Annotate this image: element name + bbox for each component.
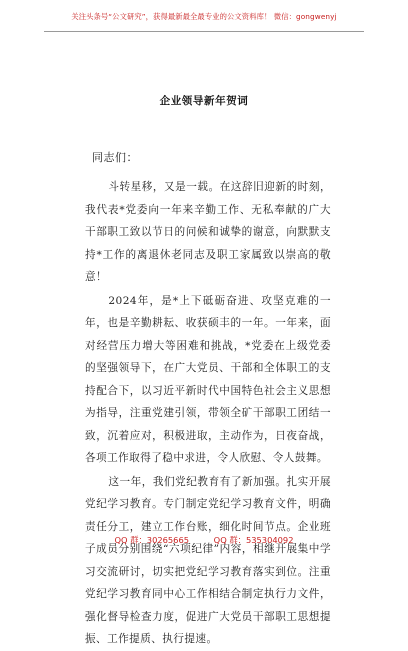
document-body [85,176,331,651]
footer-qq-group-1: QQ 群：30265665 [114,535,190,545]
paragraph-party-education: 这一年，我们党纪教育有了新加强。扎实开展党纪学习教育。专门制定党纪学习教育文件，明确责任分工，建立工作台账，细化时间节点。企业班子成员分别围绕“六项纪律”内容，相继开展集中学习交流研讨，切实把党纪学习教育落实到位。注重党纪学习教育同中心工作相结合制定执行力文件，强化督导检查力度，促进广大党员干部职工思想提振、工作提质、执行提速。 [85,475,331,645]
paragraph-year-review: 2024年，是*上下砥砺奋进、攻坚克难的一年，也是辛勤耕耘、收获硕丰的一年。一年来，面对经营压力增大等困难和挑战，*党委在上级党委的坚强领导下，在广大党员、干部和全体职工的支持配合下，以习近平新时代中国特色社会主义思想为指导，注重党建引领，带领全矿干部职工团结一致，沉着应对，积极进取，主动作为，日夜奋战，各项工作取得了稳中求进，令人欣慰、令人鼓舞。 [85,294,331,464]
document-title: 企业领导新年贺词 [159,95,249,107]
footer-contact [0,534,408,546]
header-divider [44,31,364,32]
footer-qq-group-2: QQ 群：535304092 [213,535,294,545]
paragraph-greeting: 斗转星移，又是一载。在这辞旧迎新的时刻，我代表*党委向一年来辛勤工作、无私奉献的广大干部职工致以节日的问候和诚挚的谢意，向默默支持*工作的离退休老同志及职工家属致以崇高的敬意！ [85,181,331,283]
salutation: 同志们： [92,151,138,164]
header-banner: 关注头条号“公文研究”，获得最新最全最专业的公文资料库！ 微信：gongwenyj [71,12,337,21]
